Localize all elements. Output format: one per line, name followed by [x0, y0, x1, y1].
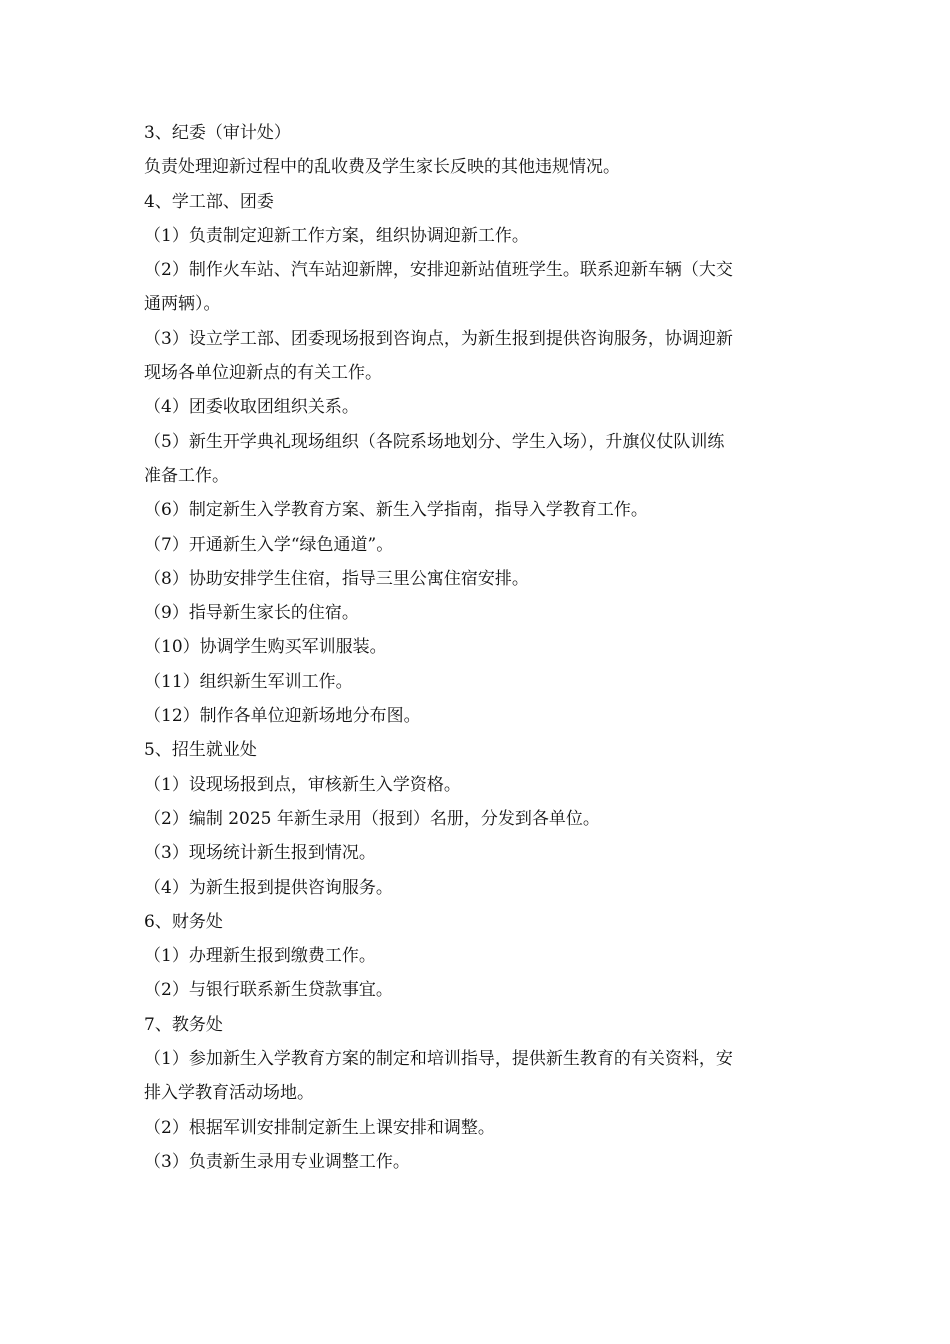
- list-item: （4）团委收取团组织关系。: [144, 397, 359, 418]
- paragraph-line: 负责处理迎新过程中的乱收费及学生家长反映的其他违规情况。: [144, 157, 620, 178]
- list-item: （1）负责制定迎新工作方案，组织协调迎新工作。: [144, 225, 529, 246]
- list-item: （1）参加新生入学教育方案的制定和培训指导，提供新生教育的有关资料，安: [144, 1049, 733, 1070]
- list-item: （5）新生开学典礼现场组织（各院系场地划分、学生入场），升旗仪仗队训练: [144, 431, 725, 452]
- list-item: （4）为新生报到提供咨询服务。: [144, 877, 393, 898]
- section-heading-discipline: 3、纪委（审计处）: [144, 123, 291, 143]
- list-item-continuation: 现场各单位迎新点的有关工作。: [144, 363, 382, 384]
- section-heading-student-affairs: 4、学工部、团委: [144, 191, 274, 212]
- list-item: （6）制定新生入学教育方案、新生入学指南，指导入学教育工作。: [144, 500, 648, 521]
- list-item-continuation: 排入学教育活动场地。: [144, 1083, 314, 1104]
- list-item: （7）开通新生入学“绿色通道”。: [144, 534, 394, 555]
- list-item: （2）与银行联系新生贷款事宜。: [144, 980, 393, 1001]
- document-page: [144, 116, 808, 1179]
- section-heading-academic-affairs: 7、教务处: [144, 1014, 223, 1035]
- list-item: （8）协助安排学生住宿，指导三里公寓住宿安排。: [144, 568, 529, 589]
- list-item-continuation: 准备工作。: [144, 465, 229, 486]
- list-item: （11）组织新生军训工作。: [144, 671, 353, 692]
- list-item: （3）现场统计新生报到情况。: [144, 843, 376, 864]
- list-item-continuation: 通两辆）。: [144, 294, 221, 315]
- section-heading-admissions: 5、招生就业处: [144, 740, 257, 761]
- list-item: （12）制作各单位迎新场地分布图。: [144, 706, 421, 727]
- list-item: （2）编制 2025 年新生录用（报到）名册，分发到各单位。: [144, 808, 600, 829]
- section-heading-finance: 6、财务处: [144, 911, 223, 932]
- list-item: （2）制作火车站、汽车站迎新牌，安排迎新站值班学生。联系迎新车辆（大交: [144, 260, 733, 281]
- list-item: （9）指导新生家长的住宿。: [144, 603, 359, 624]
- list-item: （10）协调学生购买军训服装。: [144, 637, 387, 658]
- list-item: （1）设现场报到点，审核新生入学资格。: [144, 774, 461, 795]
- list-item: （3）负责新生录用专业调整工作。: [144, 1151, 410, 1172]
- list-item: （3）设立学工部、团委现场报到咨询点，为新生报到提供咨询服务，协调迎新: [144, 328, 733, 349]
- list-item: （1）办理新生报到缴费工作。: [144, 946, 376, 967]
- list-item: （2）根据军训安排制定新生上课安排和调整。: [144, 1117, 495, 1138]
